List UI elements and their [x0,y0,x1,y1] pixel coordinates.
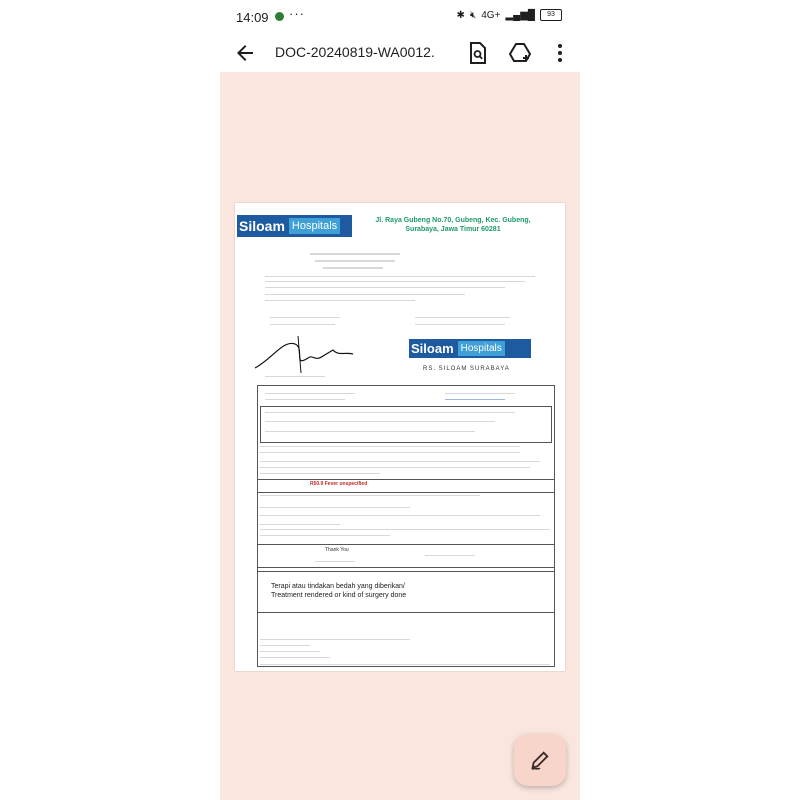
text-line [265,281,525,282]
drive-add-icon [508,41,532,65]
status-more-indicator: ··· [289,6,305,21]
text-line [260,515,540,516]
text-line [260,651,320,652]
hospital-name: RS. SILOAM SURABAYA [423,366,510,372]
signal-icon: ▂▄▆█ [505,9,535,21]
status-time: 14:09 [236,10,269,25]
edit-fab-button[interactable] [514,734,566,786]
search-in-document-button[interactable] [465,41,489,65]
text-line [260,446,520,447]
text-line [315,561,355,562]
text-line [265,399,345,400]
notification-icon [275,12,284,21]
text-line [260,657,330,658]
add-to-drive-button[interactable] [508,41,532,65]
text-line [445,393,515,394]
diagnosis-box [257,479,555,493]
text-line [260,473,380,474]
text-line [270,324,335,325]
text-line [265,376,325,377]
treatment-label-en: Treatment rendered or kind of surgery done [271,592,407,599]
text-line [260,507,410,508]
doc-heading-line [315,260,395,262]
more-options-button[interactable] [548,41,572,65]
bluetooth-icon: ✱ [456,9,465,21]
text-line [265,412,515,413]
diagnosis-value: R50.9 Fever unspecified [310,481,368,487]
back-button[interactable] [232,41,258,65]
hospital-address: Jl. Raya Gubeng No.70, Gubeng, Kec. Gubeng, Surabaya, Jawa Timur 60281 [375,217,531,233]
text-line [265,294,465,295]
status-bar [220,0,580,34]
text-line [260,535,390,536]
text-line [260,664,550,665]
text-line [265,287,505,288]
text-line [265,276,535,277]
app-bar [220,34,580,72]
text-line [260,639,410,640]
text-line [260,461,540,462]
network-type: 4G+ [481,9,501,21]
doctor-signature [253,328,358,378]
search-document-icon [465,41,489,65]
signature-row-box [257,544,555,568]
text-line [260,524,340,525]
doc-heading-line [323,267,383,269]
document-page[interactable] [235,203,565,671]
edit-pen-icon [529,749,551,771]
status-icons [457,9,562,21]
doc-heading-line [310,253,400,255]
text-line [425,555,475,556]
text-line [415,317,510,318]
text-line [260,645,310,646]
text-line [415,324,505,325]
document-title: DOC-20240819-WA0012. [275,44,435,60]
text-line [265,393,355,394]
phone-screen [220,0,580,800]
text-line [260,452,520,453]
more-vert-icon [548,41,572,65]
mute-icon: 🔇︎ [469,9,477,21]
siloam-logo: Siloam Hospitals [237,215,352,237]
text-line [265,421,495,422]
text-line [270,317,340,318]
text-line [265,431,475,432]
text-line [265,300,415,301]
arrow-back-icon [232,41,258,65]
battery-icon: 93 [540,9,562,21]
text-line [260,495,480,496]
text-line [260,529,550,530]
text-line [445,399,505,400]
siloam-logo-stamp: Siloam Hospitals [409,339,531,358]
thank-you-text: Thank You [325,547,349,553]
treatment-label-id: Terapi atau tindakan bedah yang diberikan/ [271,583,405,590]
text-line [260,467,530,468]
